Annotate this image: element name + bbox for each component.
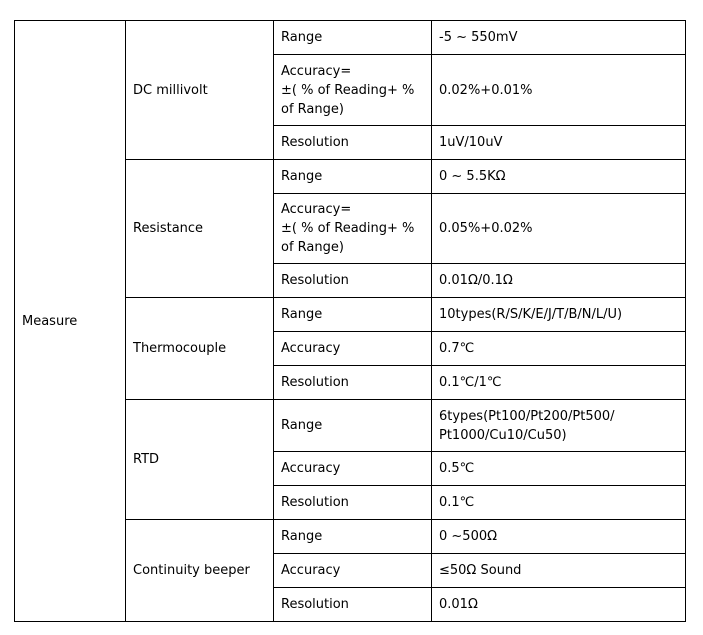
value-cell: -5 ~ 550mV — [432, 21, 686, 55]
param-cell: Resolution — [274, 588, 432, 622]
group-name-cell: RTD — [126, 400, 274, 520]
group-name-cell: DC millivolt — [126, 21, 274, 160]
value-cell: 1uV/10uV — [432, 126, 686, 160]
value-cell: 0.7℃ — [432, 332, 686, 366]
param-cell: Accuracy= ±( % of Reading+ % of Range) — [274, 55, 432, 126]
value-cell: 0.02%+0.01% — [432, 55, 686, 126]
param-cell: Range — [274, 21, 432, 55]
value-cell: 0 ~ 5.5KΩ — [432, 160, 686, 194]
value-cell: 0.05%+0.02% — [432, 194, 686, 264]
param-cell: Range — [274, 400, 432, 452]
param-cell: Accuracy — [274, 332, 432, 366]
param-cell: Accuracy — [274, 452, 432, 486]
value-cell: 0.1℃ — [432, 486, 686, 520]
value-cell: 0.01Ω/0.1Ω — [432, 264, 686, 298]
param-cell: Accuracy — [274, 554, 432, 588]
param-cell: Resolution — [274, 486, 432, 520]
value-cell: 0.1℃/1℃ — [432, 366, 686, 400]
section-cell: Measure — [15, 21, 126, 622]
param-cell: Resolution — [274, 366, 432, 400]
value-cell: 0.01Ω — [432, 588, 686, 622]
param-cell: Resolution — [274, 126, 432, 160]
value-cell: 0 ~500Ω — [432, 520, 686, 554]
param-cell: Accuracy= ±( % of Reading+ % of Range) — [274, 194, 432, 264]
param-cell: Range — [274, 298, 432, 332]
table-row — [15, 21, 686, 55]
value-cell: 6types(Pt100/Pt200/Pt500/ Pt1000/Cu10/Cu50) — [432, 400, 686, 452]
param-cell: Resolution — [274, 264, 432, 298]
value-cell: ≤50Ω Sound — [432, 554, 686, 588]
value-cell: 10types(R/S/K/E/J/T/B/N/L/U) — [432, 298, 686, 332]
param-cell: Range — [274, 160, 432, 194]
group-name-cell: Continuity beeper — [126, 520, 274, 622]
group-name-cell: Resistance — [126, 160, 274, 298]
spec-table — [14, 20, 686, 622]
group-name-cell: Thermocouple — [126, 298, 274, 400]
param-cell: Range — [274, 520, 432, 554]
value-cell: 0.5℃ — [432, 452, 686, 486]
